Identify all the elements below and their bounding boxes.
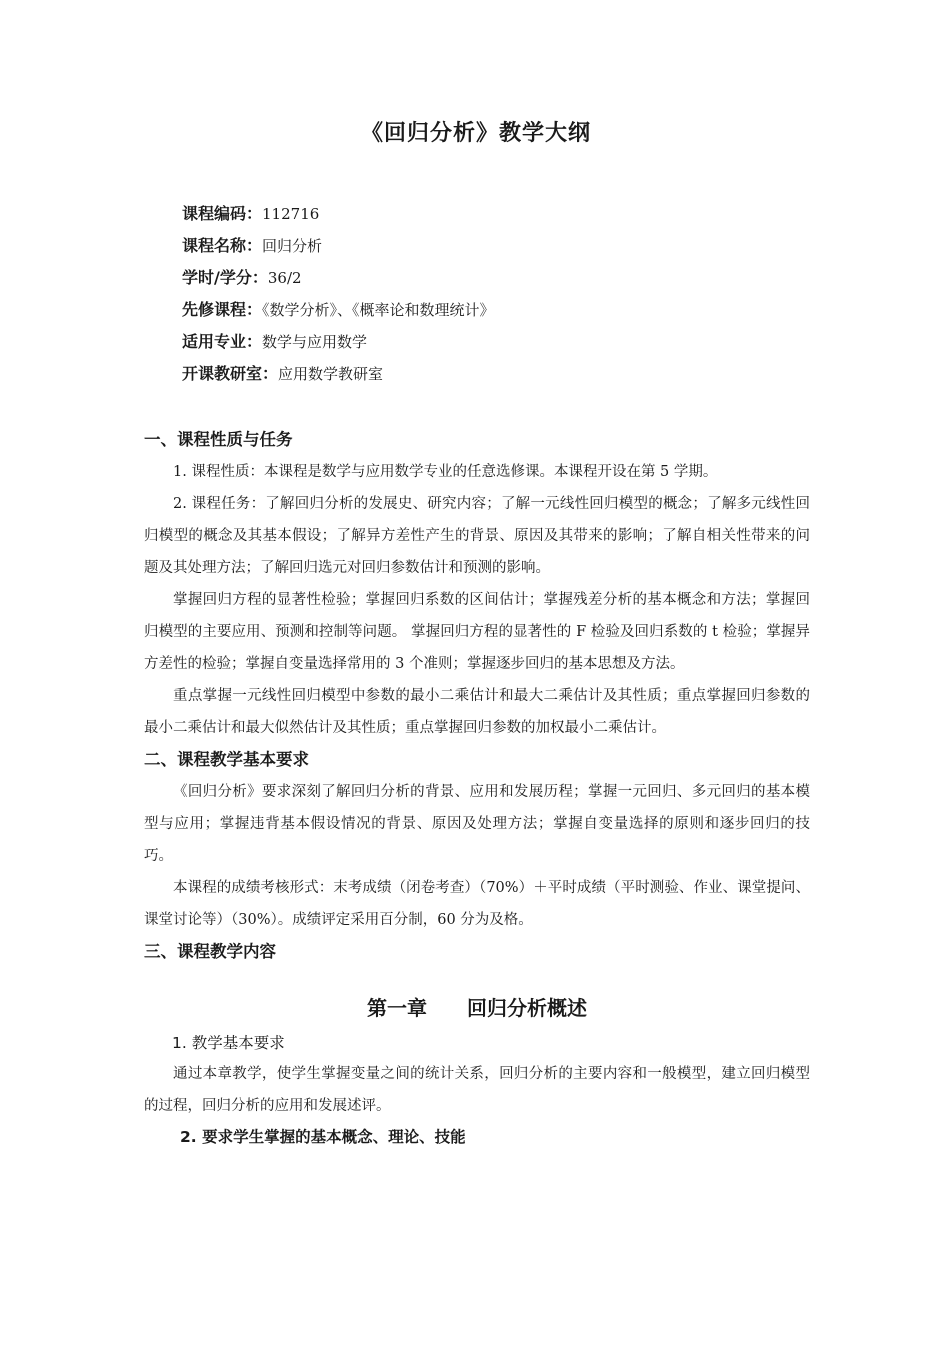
prerequisite-value: 《数学分析》、《概率论和数理统计》 (262, 301, 495, 319)
credit-hours-label: 学时/学分： (182, 268, 268, 287)
paragraph: 重点掌握一元线性回归模型中参数的最小二乘估计和最大二乘估计及其性质；重点掌握回归参数的最小二乘估计和最大似然估计及其性质；重点掌握回归参数的加权最小二乘估计。 (144, 688, 810, 736)
credit-hours-row (182, 264, 495, 296)
chapter-title: 第一章 回归分析概述 (367, 996, 587, 1020)
credit-hours-value: 36/2 (267, 269, 302, 287)
major-label: 适用专业： (182, 332, 263, 351)
course-name-row (182, 232, 495, 264)
section-heading: 三、课程教学内容 (144, 942, 276, 961)
major-row (182, 328, 495, 360)
paragraph: 通过本章教学，使学生掌握变量之间的统计关系，回归分析的主要内容和一般模型，建立回归模型的过程，回归分析的应用和发展述评。 (144, 1066, 810, 1114)
department-row (182, 360, 495, 392)
course-name-label: 课程名称： (182, 236, 263, 255)
document-body (144, 424, 810, 1152)
section-heading: 二、课程教学基本要求 (144, 750, 309, 769)
paragraph: 1. 课程性质：本课程是数学与应用数学专业的任意选修课。本课程开设在第 5 学期。 (173, 464, 718, 480)
prerequisite-label: 先修课程： (182, 300, 263, 319)
document-title: 《回归分析》教学大纲 (360, 121, 591, 146)
course-name-value: 回归分析 (262, 237, 323, 255)
prerequisite-row (182, 296, 495, 328)
paragraph: 《回归分析》要求深刻了解回归分析的背景、应用和发展历程；掌握一元回归、多元回归的基本模型与应用；掌握违背基本假设情况的背景、原因及处理方法；掌握自变量选择的原则和逐步回归的技巧。 (144, 784, 810, 864)
paragraph: 2. 课程任务：了解回归分析的发展史、研究内容；了解一元线性回归模型的概念；了解多元线性回归模型的概念及其基本假设；了解异方差性产生的背景、原因及其带来的影响；了解自相关性带来的问题及其处理方法；了解回归选元对回归参数估计和预测的影响。 (144, 496, 810, 576)
subsection-heading: 2. 要求学生掌握的基本概念、理论、技能 (180, 1128, 466, 1146)
course-code-row (182, 200, 495, 232)
department-label: 开课教研室： (182, 364, 279, 383)
course-code-label: 课程编码： (182, 204, 263, 223)
section-heading: 一、课程性质与任务 (144, 430, 293, 449)
subsection-heading: 1. 教学基本要求 (172, 1034, 285, 1052)
course-info (182, 200, 495, 392)
major-value: 数学与应用数学 (262, 333, 368, 351)
department-value: 应用数学教研室 (278, 365, 384, 383)
paragraph: 掌握回归方程的显著性检验；掌握回归系数的区间估计；掌握残差分析的基本概念和方法；掌握回归模型的主要应用、预测和控制等问题。 掌握回归方程的显著性的 F 检验及回归系数的 t 检验；掌握异方差性的检验；掌握自变量选择常用的 3 个准则；掌握逐步回归的基本思想及方法。 (144, 592, 810, 672)
paragraph: 本课程的成绩考核形式：末考成绩（闭卷考查）（70%）＋平时成绩（平时测验、作业、课堂提问、课堂讨论等）（30%）。成绩评定采用百分制，60 分为及格。 (144, 880, 810, 928)
course-code-value: 112716 (262, 205, 320, 223)
